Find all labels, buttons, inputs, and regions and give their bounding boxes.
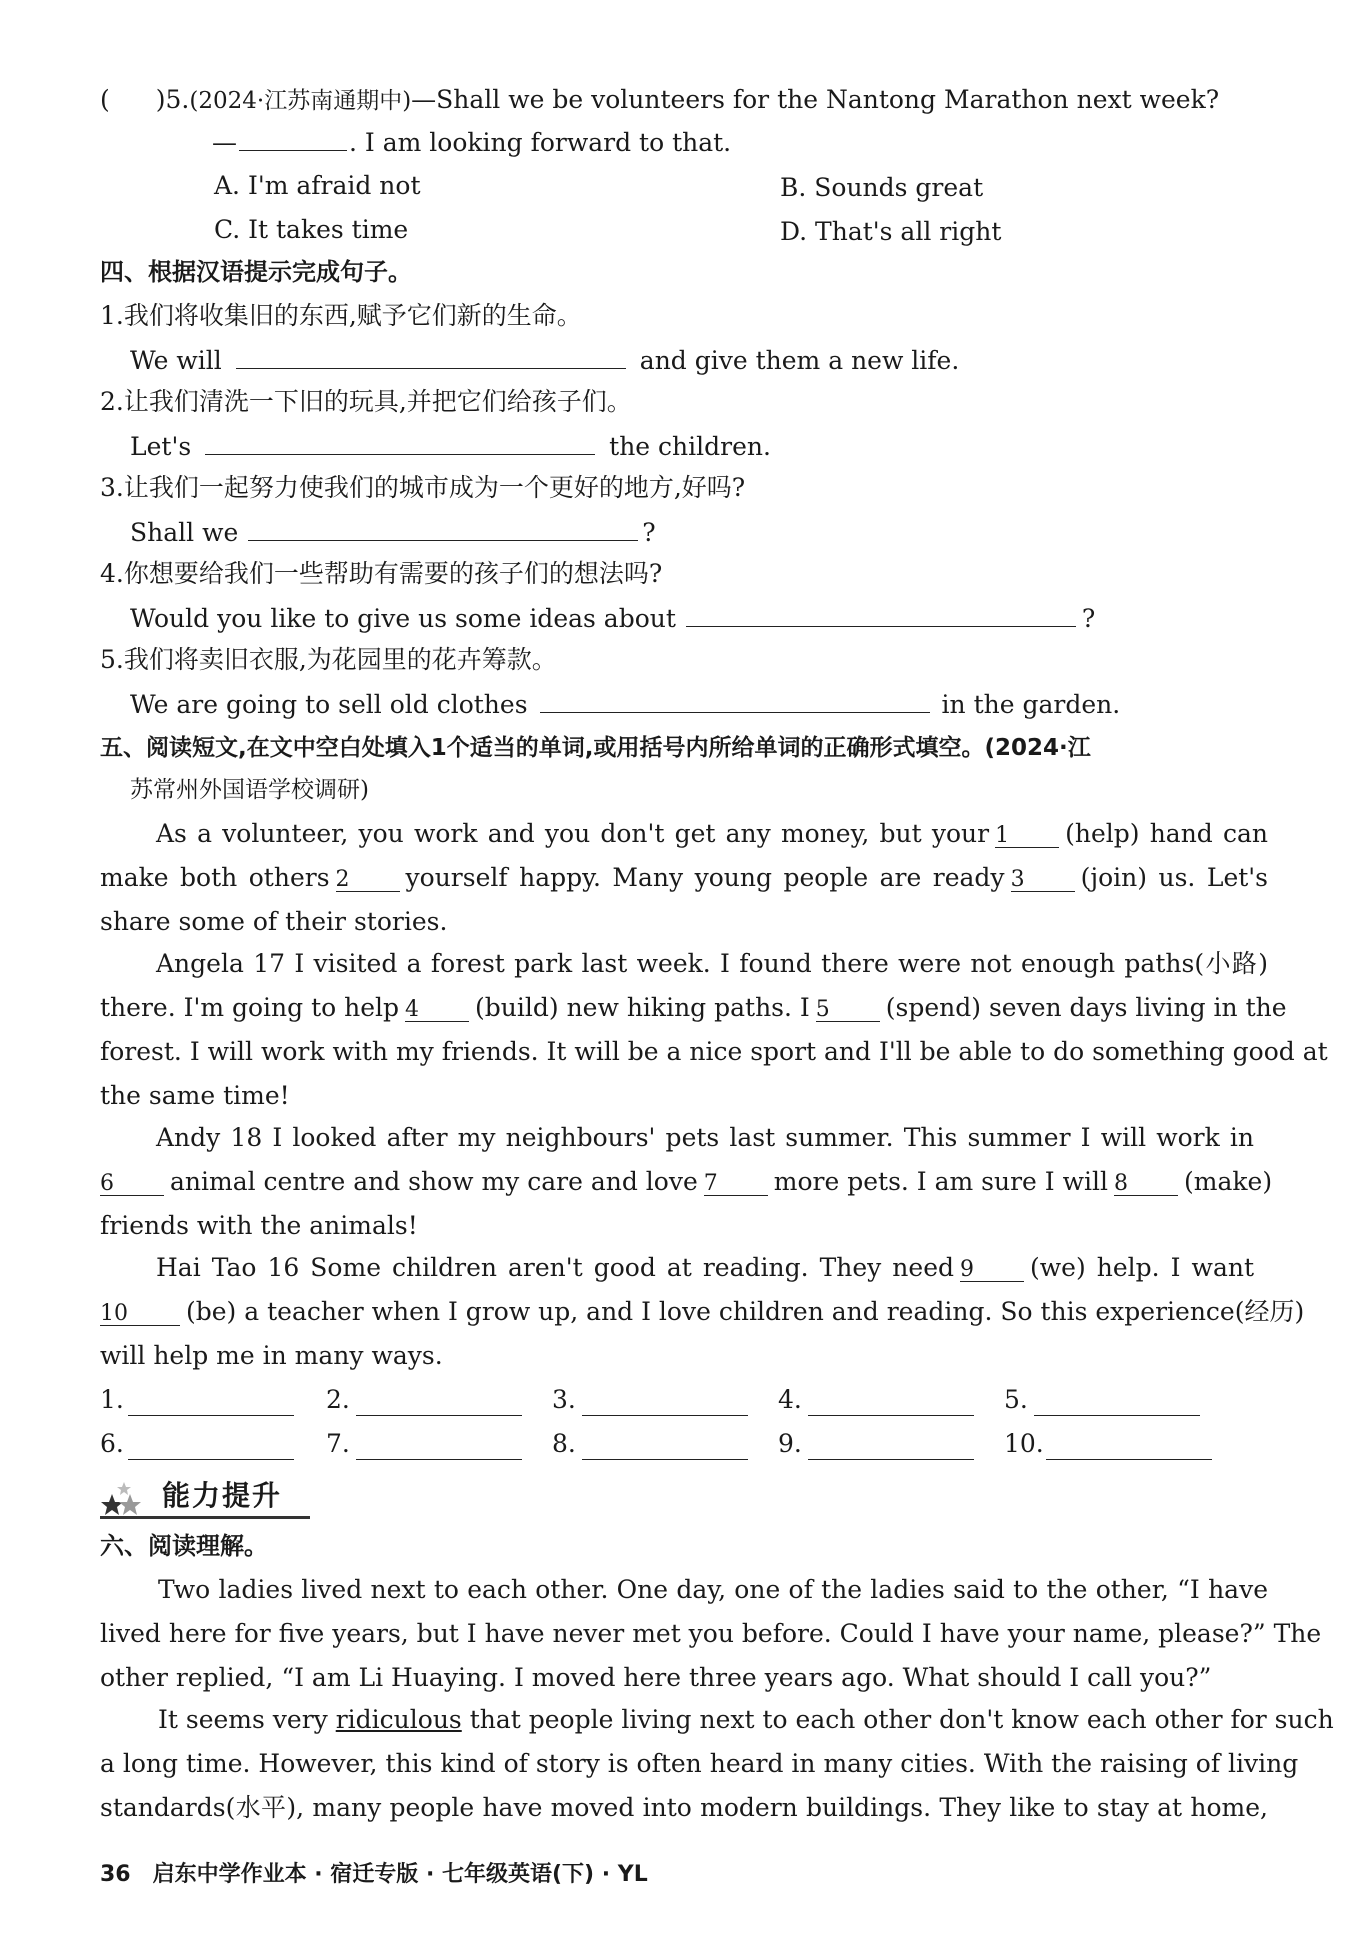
- option-c[interactable]: C. It takes time: [214, 215, 409, 244]
- answer-line-7[interactable]: [356, 1458, 522, 1460]
- answer-label-8: 8.: [552, 1429, 576, 1458]
- blank-2[interactable]: 2: [336, 867, 400, 892]
- banner-underline: [100, 1516, 310, 1519]
- blank-5[interactable]: 5: [816, 997, 880, 1022]
- answer-label-10: 10.: [1004, 1429, 1044, 1458]
- reading-line: a long time. However, this kind of story is often heard in many cities. With the raising of living: [100, 1749, 1299, 1778]
- section-6-heading: 六、阅读理解。: [100, 1532, 268, 1560]
- passage-line: [100, 1296, 1305, 1328]
- answer-blank[interactable]: [239, 126, 347, 151]
- blank-4[interactable]: 4: [405, 997, 469, 1022]
- answer-label-2: 2.: [326, 1385, 350, 1414]
- passage-text: (spend) seven days living in the: [885, 993, 1287, 1022]
- answer-line-4[interactable]: [808, 1414, 974, 1416]
- reply-dash: —: [212, 128, 237, 157]
- answer-label-1: 1.: [100, 1385, 124, 1414]
- answer-paren-open: (: [100, 85, 110, 114]
- answer-blank[interactable]: [236, 344, 626, 369]
- passage-text: (make): [1184, 1167, 1273, 1196]
- answer-label-9: 9.: [778, 1429, 802, 1458]
- passage-text: Hai Tao 16 Some children aren't good at reading. They need: [156, 1253, 955, 1282]
- blank-1[interactable]: 1: [995, 823, 1059, 848]
- answer-blank[interactable]: [205, 430, 595, 455]
- question-stem: —Shall we be volunteers for the Nantong Marathon next week?: [411, 85, 1220, 114]
- question-source: (2024·江苏南通期中): [189, 88, 412, 114]
- answer-label-4: 4.: [778, 1385, 802, 1414]
- s4-item-3-cn: 3.让我们一起努力使我们的城市成为一个更好的地方,好吗?: [100, 473, 746, 502]
- question-number: )5.: [155, 85, 190, 114]
- section-5-heading: 五、阅读短文,在文中空白处填入1个适当的单词,或用括号内所给单词的正确形式填空。(2024·江: [100, 735, 1091, 761]
- reply-text: . I am looking forward to that.: [349, 128, 732, 157]
- answer-line-9[interactable]: [808, 1458, 974, 1460]
- answer-label-6: 6.: [100, 1429, 124, 1458]
- sentence-end: and give them a new life.: [639, 346, 960, 375]
- book-title: 启东中学作业本 · 宿迁专版 · 七年级英语(下) · YL: [152, 1862, 648, 1887]
- s4-item-1-cn: 1.我们将收集旧的东西,赋予它们新的生命。: [100, 301, 582, 330]
- ability-title: 能力提升: [162, 1479, 283, 1512]
- answer-line-1[interactable]: [128, 1414, 294, 1416]
- passage-text: more pets. I am sure I will: [773, 1167, 1109, 1196]
- s4-item-4-cn: 4.你想要给我们一些帮助有需要的孩子们的想法吗?: [100, 559, 663, 588]
- reading-line: Two ladies lived next to each other. One day, one of the ladies said to the other, “I have: [158, 1575, 1268, 1604]
- s4-item-4-en: [130, 602, 1095, 635]
- answer-label-5: 5.: [1004, 1385, 1028, 1414]
- s4-item-2-cn: 2.让我们清洗一下旧的玩具,并把它们给孩子们。: [100, 387, 632, 416]
- answer-line-6[interactable]: [128, 1458, 294, 1460]
- page-number: 36: [100, 1862, 131, 1887]
- passage-line: forest. I will work with my friends. It will be a nice sport and I'll be able to do something good at: [100, 1037, 1328, 1066]
- s4-item-3-en: [130, 516, 656, 549]
- sentence-end: in the garden.: [941, 690, 1121, 719]
- reading-line: standards(水平), many people have moved into modern buildings. They like to stay at home,: [100, 1793, 1268, 1822]
- section-4-heading: 四、根据汉语提示完成句子。: [100, 258, 412, 286]
- sentence-start: We are going to sell old clothes: [130, 690, 528, 719]
- passage-line: friends with the animals!: [100, 1211, 418, 1240]
- answer-label-3: 3.: [552, 1385, 576, 1414]
- reading-text: that people living next to each other don't know each other for such: [469, 1705, 1334, 1734]
- passage-line: will help me in many ways.: [100, 1341, 443, 1370]
- sentence-start: Shall we: [130, 518, 239, 547]
- sentence-start: We will: [130, 346, 222, 375]
- s4-item-5-cn: 5.我们将卖旧衣服,为花园里的花卉筹款。: [100, 645, 557, 674]
- answer-line-5[interactable]: [1034, 1414, 1200, 1416]
- s4-item-1-en: [130, 344, 959, 377]
- page-footer: [100, 1860, 648, 1890]
- option-d[interactable]: D. That's all right: [780, 217, 1002, 246]
- answer-line-3[interactable]: [582, 1414, 748, 1416]
- reading-line: lived here for five years, but I have never met you before. Could I have your name, please?” The: [100, 1619, 1322, 1648]
- passage-text: there. I'm going to help: [100, 993, 400, 1022]
- option-a[interactable]: A. I'm afraid not: [214, 171, 421, 200]
- s4-item-5-en: [130, 688, 1120, 721]
- sentence-end: the children.: [609, 432, 771, 461]
- sentence-start: Let's: [130, 432, 192, 461]
- passage-line: the same time!: [100, 1081, 290, 1110]
- underlined-word: ridiculous: [335, 1705, 462, 1734]
- passage-line: Angela 17 I visited a forest park last week. I found there were not enough paths(小路): [156, 949, 1268, 978]
- reading-line: [158, 1704, 1334, 1736]
- blank-3[interactable]: 3: [1011, 867, 1075, 892]
- blank-10[interactable]: 10: [100, 1301, 180, 1326]
- passage-text: make both others: [100, 863, 330, 892]
- passage-line: share some of their stories.: [100, 907, 448, 936]
- answer-blank[interactable]: [248, 516, 638, 541]
- q5-stem-line: [100, 84, 1219, 117]
- passage-line: [156, 1252, 1254, 1284]
- reading-line: other replied, “I am Li Huaying. I moved here three years ago. What should I call you?”: [100, 1663, 1212, 1692]
- passage-line: [100, 862, 1268, 894]
- option-b[interactable]: B. Sounds great: [780, 173, 984, 202]
- stars-icon: [100, 1480, 160, 1520]
- answer-blank[interactable]: [540, 688, 930, 713]
- sentence-start: Would you like to give us some ideas about: [130, 604, 676, 633]
- s4-item-2-en: [130, 430, 771, 463]
- reading-text: It seems very: [158, 1705, 328, 1734]
- blank-9[interactable]: 9: [960, 1257, 1024, 1282]
- passage-text: (help) hand can: [1065, 819, 1268, 848]
- blank-7[interactable]: 7: [704, 1171, 768, 1196]
- blank-8[interactable]: 8: [1114, 1171, 1178, 1196]
- passage-text: yourself happy. Many young people are ready: [405, 863, 1005, 892]
- passage-text: (join) us. Let's: [1080, 863, 1268, 892]
- sentence-end: ?: [1081, 604, 1096, 633]
- ability-banner: [100, 1476, 310, 1520]
- section-5-heading-cont: 苏常州外国语学校调研): [130, 777, 369, 803]
- answer-line-10[interactable]: [1046, 1458, 1212, 1460]
- passage-line: Andy 18 I looked after my neighbours' pets last summer. This summer I will work in: [156, 1123, 1254, 1152]
- passage-line: [100, 1166, 1273, 1198]
- answer-line-2[interactable]: [356, 1414, 522, 1416]
- blank-6[interactable]: 6: [100, 1171, 164, 1196]
- sentence-end: ?: [642, 518, 656, 547]
- passage-line: [100, 992, 1287, 1024]
- q5-reply-line: [212, 126, 731, 159]
- passage-text: (be) a teacher when I grow up, and I love children and reading. So this experience(经历): [186, 1297, 1305, 1326]
- passage-text: (we) help. I want: [1030, 1253, 1254, 1282]
- answer-line-8[interactable]: [582, 1458, 748, 1460]
- answer-label-7: 7.: [326, 1429, 350, 1458]
- passage-text: (build) new hiking paths. I: [475, 993, 810, 1022]
- answer-blank[interactable]: [686, 602, 1076, 627]
- passage-line: [156, 818, 1268, 850]
- passage-text: animal centre and show my care and love: [170, 1167, 698, 1196]
- passage-text: As a volunteer, you work and you don't get any money, but your: [156, 819, 990, 848]
